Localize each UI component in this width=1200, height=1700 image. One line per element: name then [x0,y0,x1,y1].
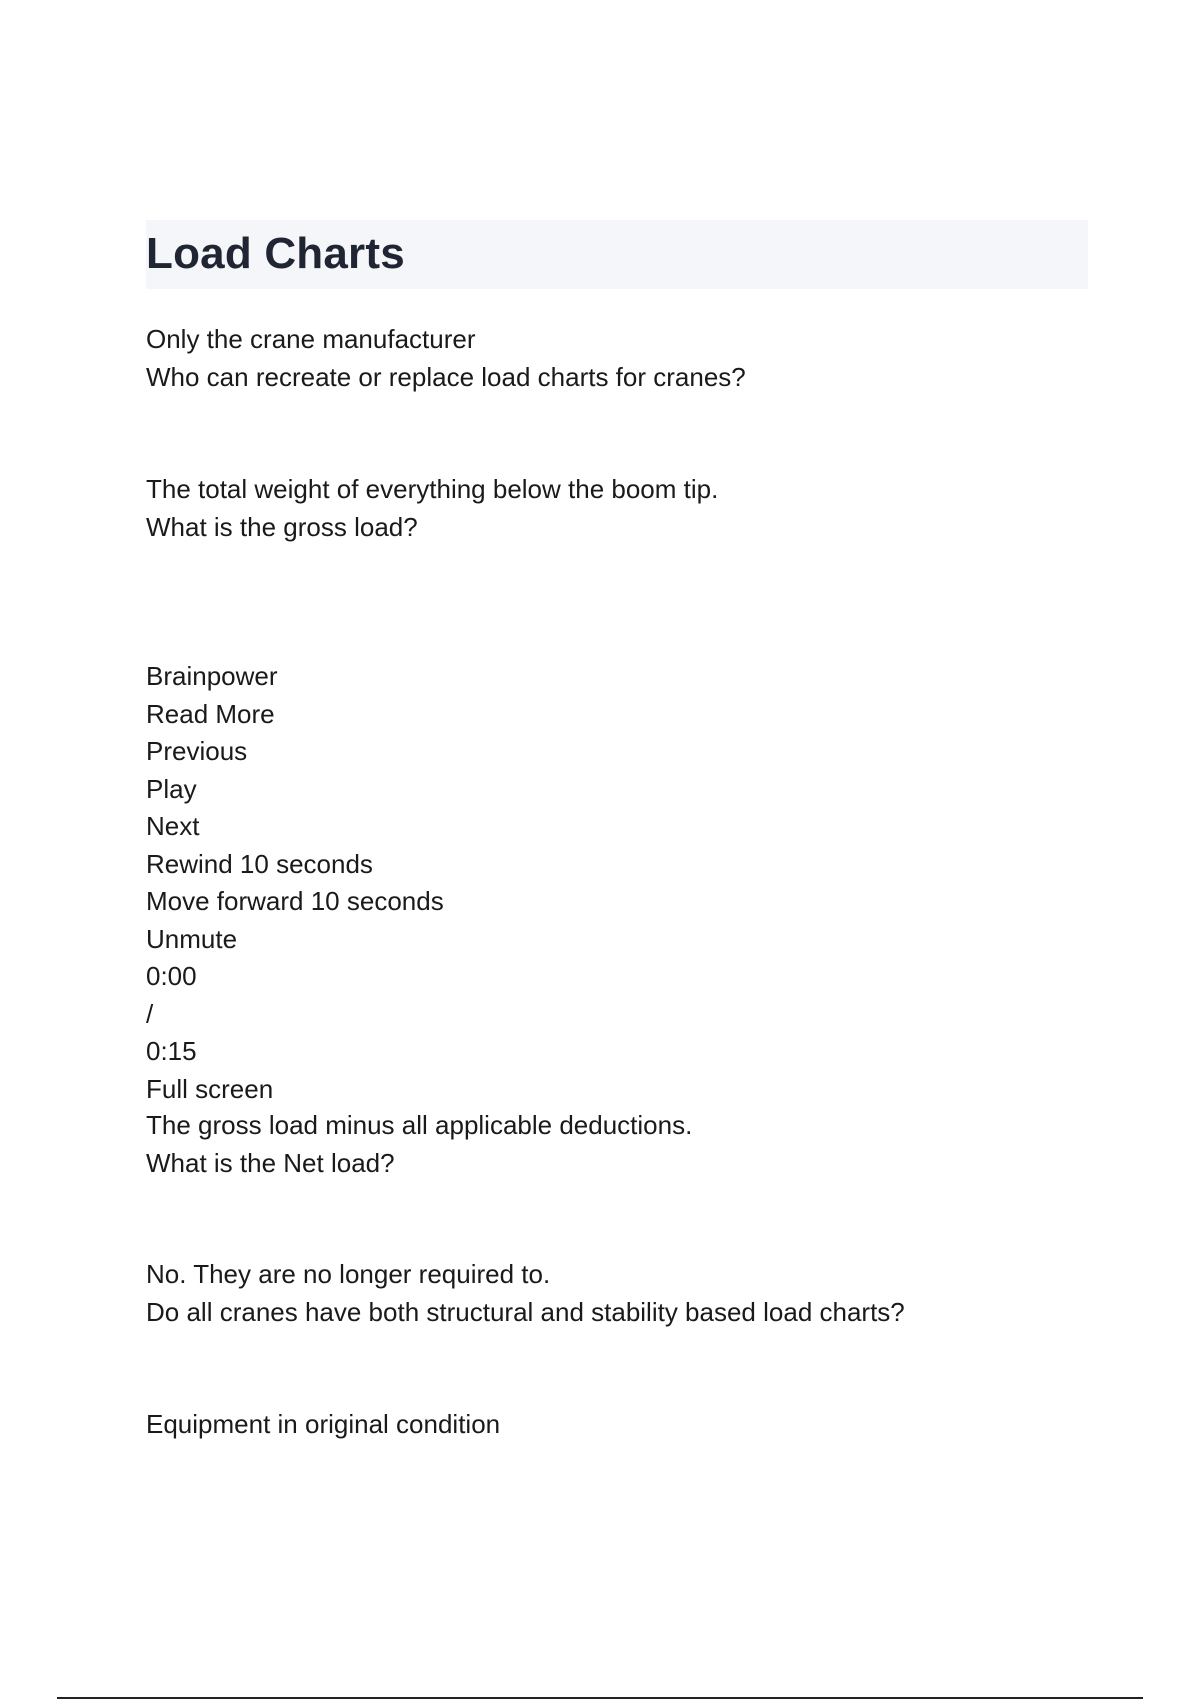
duration: 0:15 [146,1036,197,1066]
flashcard-question: What is the gross load? [146,512,418,542]
flashcard-answer: No. They are no longer required to. [146,1259,551,1289]
flashcard-5 [146,1405,500,1443]
footer-divider [57,1697,1143,1699]
flashcard-answer: Equipment in original condition [146,1409,501,1439]
flashcard-answer: The total weight of everything below the boom tip. [146,474,719,504]
flashcard-answer: The gross load minus all applicable deductions. [146,1110,693,1140]
fullscreen-button[interactable]: Full screen [146,1073,274,1104]
read-more-link[interactable]: Read More [146,698,275,729]
flashcard-question: What is the Net load? [146,1148,395,1178]
flashcard-1 [146,320,746,396]
title-band [146,220,1088,289]
flashcard-question: Do all cranes have both structural and stability based load charts? [146,1297,905,1327]
flashcard-2 [146,470,718,546]
flashcard-3 [146,1106,692,1182]
brainpower-label: Brainpower [146,661,278,691]
current-time: 0:00 [146,961,197,991]
flashcard-4 [146,1255,905,1331]
next-button[interactable]: Next [146,811,200,841]
forward-button[interactable]: Move forward 10 seconds [146,886,444,916]
previous-button[interactable]: Previous [146,736,248,766]
flashcard-answer: Only the crane manufacturer [146,324,476,354]
time-separator: / [146,998,154,1029]
unmute-button[interactable]: Unmute [146,923,238,954]
rewind-button[interactable]: Rewind 10 seconds [146,848,373,879]
media-player-controls [146,658,444,1108]
flashcard-question: Who can recreate or replace load charts for cranes? [146,362,746,392]
page-title: Load Charts [146,229,405,278]
play-button[interactable]: Play [146,773,197,804]
